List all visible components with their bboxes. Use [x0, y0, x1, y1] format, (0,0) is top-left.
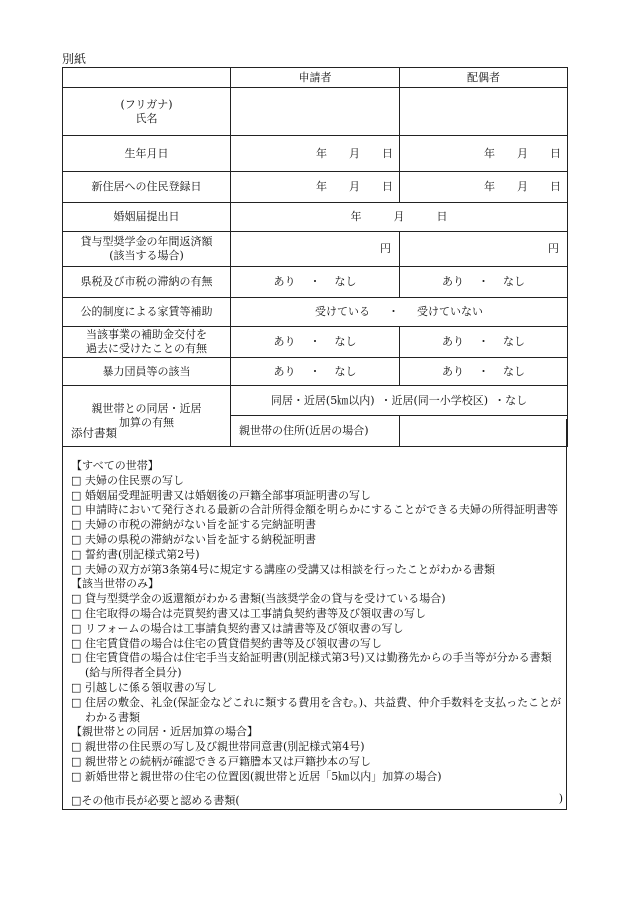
- attachment-item-text: 親世帯の住民票の写し及び親世帯同意書(別記様式第4号): [85, 740, 365, 754]
- attachment-item[interactable]: [71, 533, 563, 548]
- attachment-item[interactable]: [71, 489, 563, 504]
- checkbox-icon[interactable]: □: [71, 532, 82, 546]
- spouse-subsidy-choice[interactable]: あり ・ なし: [400, 327, 568, 358]
- checkbox-icon[interactable]: □: [71, 754, 82, 768]
- attachment-item[interactable]: [71, 696, 563, 726]
- attachment-item[interactable]: [71, 607, 563, 622]
- applicant-loan-field[interactable]: 円: [231, 232, 400, 267]
- attachment-item-text: 誓約書(別記様式第2号): [85, 547, 200, 561]
- application-table: [62, 67, 568, 447]
- attachment-item[interactable]: [71, 770, 563, 785]
- checkbox-icon[interactable]: □: [71, 473, 82, 487]
- applicant-residence-field[interactable]: 年 月 日: [231, 172, 400, 203]
- attachment-item[interactable]: [71, 548, 563, 563]
- checkbox-icon[interactable]: □: [71, 636, 82, 650]
- applicant-birth-field[interactable]: 年 月 日: [231, 136, 400, 172]
- subsidy-label: 当該事業の補助金交付を 過去に受けたことの有無: [63, 327, 231, 358]
- checkbox-icon[interactable]: □: [71, 606, 82, 620]
- attachment-item[interactable]: [71, 651, 563, 681]
- attachment-item-text: 住宅取得の場合は売買契約書又は工事請負契約書等及び領収書の写し: [85, 606, 426, 620]
- header-blank: [63, 68, 231, 88]
- section-title: 【すべての世帯】: [71, 459, 159, 472]
- attachment-item-text: 親世帯との続柄が確認できる戸籍謄本又は戸籍抄本の写し: [85, 754, 371, 768]
- attachment-item[interactable]: [71, 637, 563, 652]
- checkbox-icon[interactable]: □: [71, 695, 82, 709]
- attachments-box: [62, 419, 567, 810]
- attachments-title: 添付書類: [71, 426, 117, 440]
- annex-label: 別紙: [62, 52, 87, 66]
- other-documents[interactable]: □その他市長が必要と認める書類( ): [71, 792, 563, 807]
- attachments-list: [71, 459, 563, 785]
- gang-label: 暴力団員等の該当: [63, 358, 231, 386]
- applicant-tax-choice[interactable]: あり ・ なし: [231, 267, 400, 298]
- attachment-item[interactable]: [71, 681, 563, 696]
- checkbox-icon[interactable]: □: [71, 769, 82, 783]
- attachment-item[interactable]: [71, 755, 563, 770]
- attachment-item-text: 夫婦の県税の滞納がない旨を証する納税証明書: [85, 532, 316, 546]
- attachment-item-text: 住居の敷金、礼金(保証金などこれに類する費用を含む。)、共益費、仲介手数料を支払ったことがわかる書類: [85, 695, 562, 724]
- parents-label: 親世帯との同居・近居 加算の有無: [63, 386, 231, 447]
- attachment-item-text: 夫婦の住民票の写し: [85, 473, 184, 487]
- attachment-item[interactable]: [71, 740, 563, 755]
- spouse-gang-choice[interactable]: あり ・ なし: [400, 358, 568, 386]
- spouse-loan-field[interactable]: 円: [400, 232, 568, 267]
- attachment-item[interactable]: [71, 622, 563, 637]
- attachment-item-text: 引越しに係る領収書の写し: [85, 680, 217, 694]
- attachment-item-text: 婚姻届受理証明書又は婚姻後の戸籍全部事項証明書の写し: [85, 488, 371, 502]
- attachment-item-text: 貸与型奨学金の返還額がわかる書類(当該奨学金の貸与を受けている場合): [85, 592, 446, 606]
- attachment-item-text: 夫婦の市税の滞納がない旨を証する完納証明書: [85, 518, 316, 532]
- checkbox-icon[interactable]: □: [71, 651, 82, 665]
- header-spouse: 配偶者: [400, 68, 568, 88]
- marriage-label: 婚姻届提出日: [63, 203, 231, 232]
- attachment-item-text: リフォームの場合は工事請負契約書又は請書等及び領収書の写し: [85, 621, 404, 635]
- checkbox-icon[interactable]: □: [71, 592, 82, 606]
- attachment-item-text: 夫婦の双方が第3条第4号に規定する講座の受講又は相談を行ったことがわかる書類: [85, 562, 495, 576]
- attachment-item[interactable]: [71, 592, 563, 607]
- applicant-name-field[interactable]: [231, 88, 400, 136]
- housing-label: 公的制度による家賃等補助: [63, 298, 231, 327]
- section-title: 【該当世帯のみ】: [71, 577, 159, 591]
- attachment-item-text: 申請時において発行される最新の合計所得金額を明らかにすることができる夫婦の所得証明書等: [85, 503, 558, 517]
- checkbox-icon[interactable]: □: [71, 488, 82, 502]
- attachment-item[interactable]: [71, 474, 563, 489]
- housing-choice[interactable]: 受けている ・ 受けていない: [231, 298, 568, 327]
- attachment-item-text: 住宅賃貸借の場合は住宅手当支給証明書(別記様式第3号)又は勤務先からの手当等が分かる書類(給与所得者全員分): [85, 651, 552, 680]
- loan-label: 貸与型奨学金の年間返済額 (該当する場合): [63, 232, 231, 267]
- section-title: 【親世帯との同居・近居加算の場合】: [71, 725, 258, 739]
- spouse-birth-field[interactable]: 年 月 日: [400, 136, 568, 172]
- tax-label: 県税及び市税の滞納の有無: [63, 267, 231, 298]
- attachment-item[interactable]: [71, 518, 563, 533]
- attachment-item-text: 住宅賃貸借の場合は住宅の賃貸借契約書等及び領収書の写し: [85, 636, 382, 650]
- marriage-date-field[interactable]: 年 月 日: [231, 203, 568, 232]
- birth-label: 生年月日: [63, 136, 231, 172]
- attachment-item[interactable]: [71, 503, 563, 518]
- applicant-gang-choice[interactable]: あり ・ なし: [231, 358, 400, 386]
- spouse-name-field[interactable]: [400, 88, 568, 136]
- residence-label: 新住居への住民登録日: [63, 172, 231, 203]
- applicant-subsidy-choice[interactable]: あり ・ なし: [231, 327, 400, 358]
- spouse-tax-choice[interactable]: あり ・ なし: [400, 267, 568, 298]
- attachment-item[interactable]: [71, 563, 563, 578]
- name-label: (フリガナ) 氏名: [63, 88, 231, 136]
- checkbox-icon[interactable]: □: [71, 547, 82, 561]
- checkbox-icon[interactable]: □: [71, 621, 82, 635]
- checkbox-icon[interactable]: □: [71, 740, 82, 754]
- checkbox-icon[interactable]: □: [71, 503, 82, 517]
- checkbox-icon[interactable]: □: [71, 680, 82, 694]
- attachment-item-text: 新婚世帯と親世帯の住宅の位置図(親世帯と近居「5㎞以内」加算の場合): [85, 769, 442, 783]
- spouse-residence-field[interactable]: 年 月 日: [400, 172, 568, 203]
- header-applicant: 申請者: [231, 68, 400, 88]
- checkbox-icon[interactable]: □: [71, 518, 82, 532]
- parents-choice[interactable]: 同居・近居(5㎞以内) ・近居(同一小学校区) ・なし: [231, 386, 568, 416]
- parents-address-label: 親世帯の住所(近居の場合): [231, 416, 400, 447]
- checkbox-icon[interactable]: □: [71, 562, 82, 576]
